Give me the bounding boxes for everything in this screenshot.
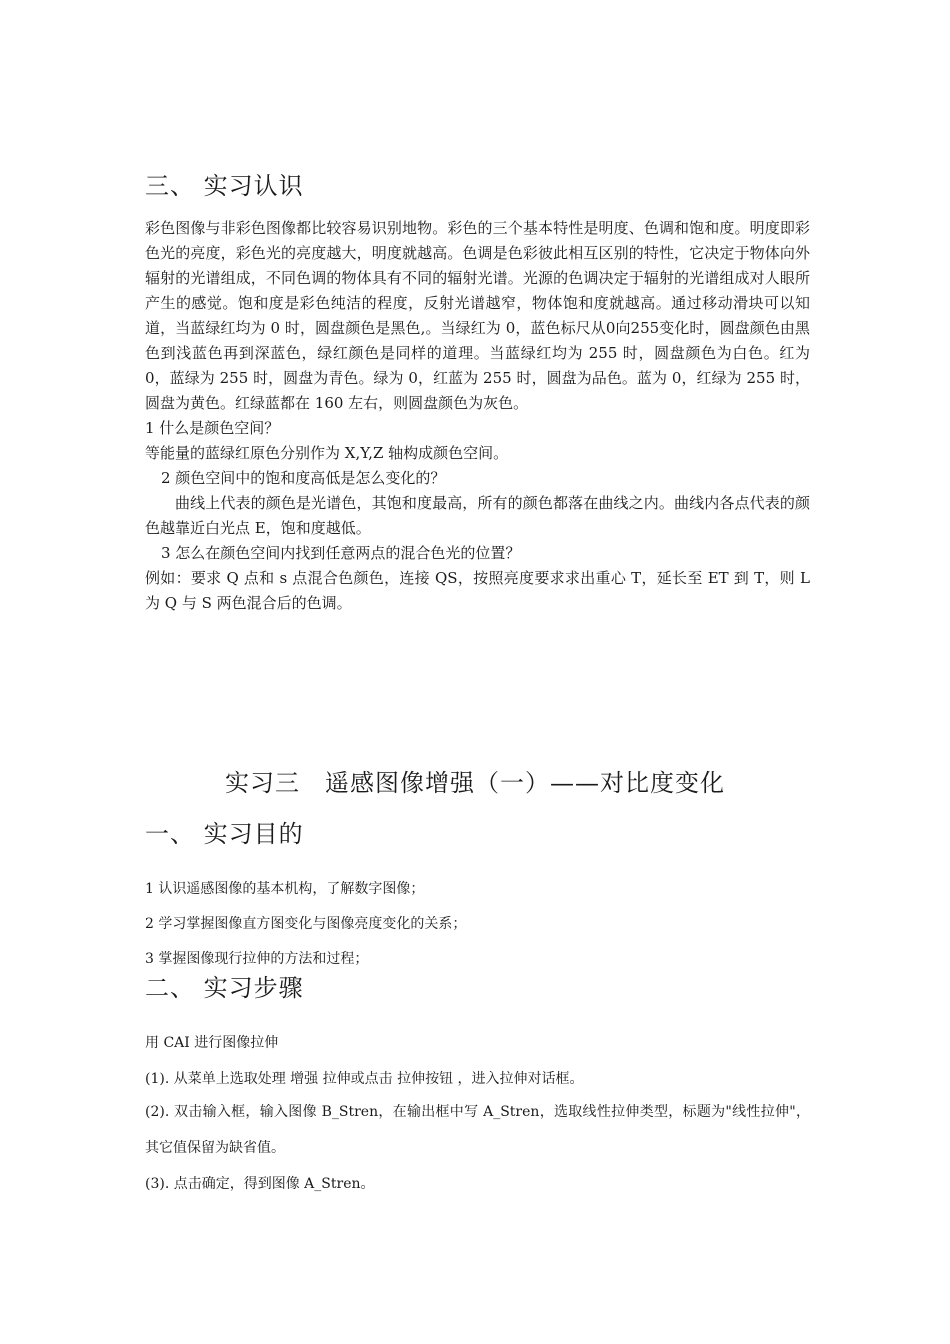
steps-intro: 用 CAI 进行图像拉伸 xyxy=(145,1035,279,1051)
question-1: 1 什么是颜色空间？ xyxy=(145,419,280,437)
step-1: (1). 从菜单上选取处理 增强 拉伸或点击 拉伸按钮 ，进入拉伸对话框。 xyxy=(145,1071,584,1087)
answer-1: 等能量的蓝绿红原色分别作为 X,Y,Z 轴构成颜色空间。 xyxy=(145,444,509,462)
purpose-item-2: 2 学习掌握图像直方图变化与图像亮度变化的关系； xyxy=(145,916,467,932)
step-3: (3). 点击确定，得到图像 A_Stren。 xyxy=(145,1176,375,1192)
answer-2: 曲线上代表的颜色是光谱色，其饱和度最高，所有的颜色都落在曲线之内。曲线内各点代表的颜色越靠近白光点 E，饱和度越低。 xyxy=(145,494,810,537)
purpose-item-3: 3 掌握图像现行拉伸的方法和过程； xyxy=(145,951,369,967)
lab-3-title: 实习三 遥感图像增强（一）——对比度变化 xyxy=(225,769,725,797)
section-heading-practice-understanding: 三、 实习认识 xyxy=(145,172,304,200)
color-properties-paragraph: 彩色图像与非彩色图像都比较容易识别地物。彩色的三个基本特性是明度、色调和饱和度。明度即彩色光的亮度，彩色光的亮度越大，明度就越高。色调是色彩彼此相互区别的特性，它决定于物体向外辐射的光谱组成，不同色调的物体具有不同的辐射光谱。光源的色调决定于辐射的光谱组成对人眼所产生的感觉。饱和度是彩色纯洁的程度，反射光谱越窄，物体饱和度就越高。通过移动滑块可以知道，当蓝绿红均为 0 时，圆盘颜色是黑色,。当绿红为 0，蓝色标尺从0向255变化时，圆盘颜色由黑色到浅蓝色再到深蓝色，绿红颜色是同样的道理。当蓝绿红均为 255 时，圆盘颜色为白色。红为 0，蓝绿为 255 时，圆盘为青色。绿为 0，红蓝为 255 时，圆盘为品色。蓝为 0，红绿为 255 时，圆盘为黄色。红绿蓝都在 160 左右，则圆盘颜色为灰色。 xyxy=(145,219,810,412)
question-3: 3 怎么在颜色空间内找到任意两点的混合色光的位置？ xyxy=(161,544,521,562)
section-3-body xyxy=(145,216,810,616)
answer-3: 例如：要求 Q 点和 s 点混合色颜色，连接 QS，按照亮度要求求出重心 T，延长至 ET 到 T，则 L 为 Q 与 S 两色混合后的色调。 xyxy=(145,569,810,612)
question-2: 2 颜色空间中的饱和度高低是怎么变化的？ xyxy=(161,469,446,487)
step-2: (2). 双击输入框，输入图像 B_Stren，在输出框中写 A_Stren，选取线性拉伸类型，标题为"线性拉伸"，其它值保留为缺省值。 xyxy=(145,1104,810,1156)
section-heading-steps: 二、 实习步骤 xyxy=(145,974,304,1002)
purpose-item-1: 1 认识遥感图像的基本机构，了解数字图像； xyxy=(145,881,425,897)
section-heading-purpose: 一、 实习目的 xyxy=(145,820,304,848)
